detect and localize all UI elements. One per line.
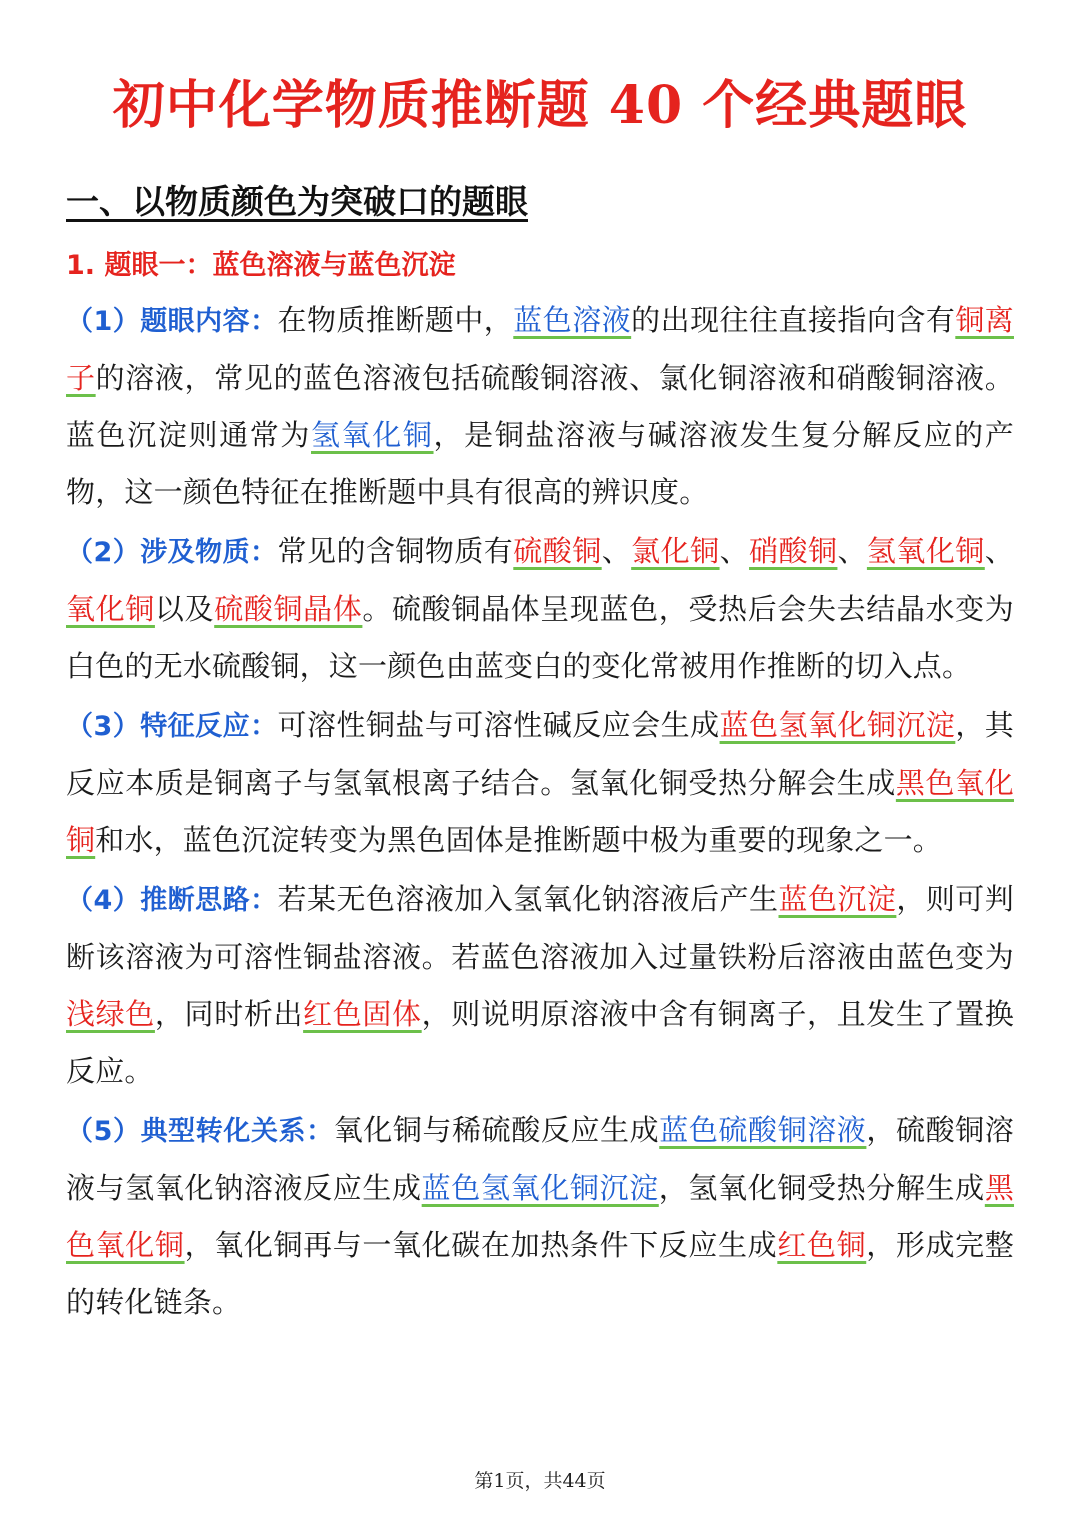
text-run: 氧化铜与稀硫酸反应生成 [333,1113,660,1147]
paragraph-reasoning [66,871,1014,1100]
text-run: ，形成完整的转化链条。 [66,1228,1014,1319]
highlight-term: 硫酸铜 [513,534,602,568]
paragraph-transformations [66,1102,1014,1331]
highlight-term: 红色固体 [303,997,422,1031]
paragraph-label: （4）推断思路： [66,885,278,916]
text-run: ，同时析出 [154,997,304,1031]
paragraph-label: （3）特征反应： [66,711,278,742]
highlight-term: 氢氧化铜 [311,418,434,452]
highlight-term: 蓝色硫酸铜溶液 [659,1113,867,1147]
text-run: 。硫酸铜晶体呈现蓝色，受热后会失去结晶水变为白色的无水硫酸铜，这一颜色由蓝变白的变化常被用作推断的切入点。 [66,592,1014,683]
text-run: 和水，蓝色沉淀转变为黑色固体是推断题中极为重要的现象之一。 [95,823,943,857]
subsection-heading: 1. 题眼一：蓝色溶液与蓝色沉淀 [66,250,456,281]
highlight-term: 黑色氧化铜 [66,1171,1015,1262]
highlight-term: 红色铜 [777,1228,867,1262]
highlight-term: 氧化铜 [66,592,155,626]
highlight-term: 氢氧化铜 [866,534,985,568]
highlight-term: 蓝色氢氧化铜沉淀 [421,1171,659,1205]
text-run: ，是铜盐溶液与碱溶液发生复分解反应的产物，这一颜色特征在推断题中具有很高的辨识度。 [66,418,1014,509]
text-run: 、 [984,534,1014,568]
highlight-term: 铜离子 [66,303,1014,395]
text-run: ，氧化铜再与一氧化碳在加热条件下反应生成 [184,1228,778,1262]
text-run: 常见的含铜物质有 [277,534,514,568]
document-title: 初中化学物质推断题 40 个经典题眼 [112,75,968,136]
highlight-term: 黑色氧化铜 [66,766,1014,857]
text-run: 在物质推断题中， [277,303,514,337]
highlight-term: 氯化铜 [631,534,720,568]
paragraph-label: （5）典型转化关系： [66,1116,334,1147]
section-heading: 一、以物质颜色为突破口的题眼 [66,182,528,221]
text-run: 以及 [154,592,215,626]
text-run: 若某无色溶液加入氢氧化钠溶液后产生 [277,882,779,916]
text-run: 、 [601,534,632,568]
highlight-term: 蓝色溶液 [513,303,632,337]
text-run: ，氢氧化铜受热分解生成 [658,1171,985,1205]
text-run: ，硫酸铜溶液与氢氧化钠溶液反应生成 [66,1113,1014,1205]
highlight-term: 硫酸铜晶体 [214,592,363,626]
text-run: 、 [837,534,867,568]
paragraph-substances [66,523,1014,695]
text-run: 、 [719,534,750,568]
paragraph-label: （2）涉及物质： [66,537,278,568]
paragraph-reactions [66,697,1014,869]
page-number-footer: 第1页，共44页 [474,1470,606,1492]
paragraph-content [66,292,1014,521]
text-run: ，其反应本质是铜离子与氢氧根离子结合。氢氧化铜受热分解会生成 [66,708,1014,800]
highlight-term: 硝酸铜 [749,534,838,568]
text-run: 的出现往往直接指向含有 [631,303,956,337]
text-run: 的溶液，常见的蓝色溶液包括硫酸铜溶液、氯化铜溶液和硝酸铜溶液。蓝色沉淀则通常为 [66,361,1014,452]
highlight-term: 蓝色沉淀 [778,882,897,916]
text-run: ，则可判断该溶液为可溶性铜盐溶液。若蓝色溶液加入过量铁粉后溶液由蓝色变为 [66,882,1014,974]
text-run: ，则说明原溶液中含有铜离子，且发生了置换反应。 [66,997,1014,1088]
paragraph-label: （1）题眼内容： [66,306,278,337]
highlight-term: 浅绿色 [66,997,155,1031]
text-run: 可溶性铜盐与可溶性碱反应会生成 [277,708,720,742]
highlight-term: 蓝色氢氧化铜沉淀 [719,708,956,742]
